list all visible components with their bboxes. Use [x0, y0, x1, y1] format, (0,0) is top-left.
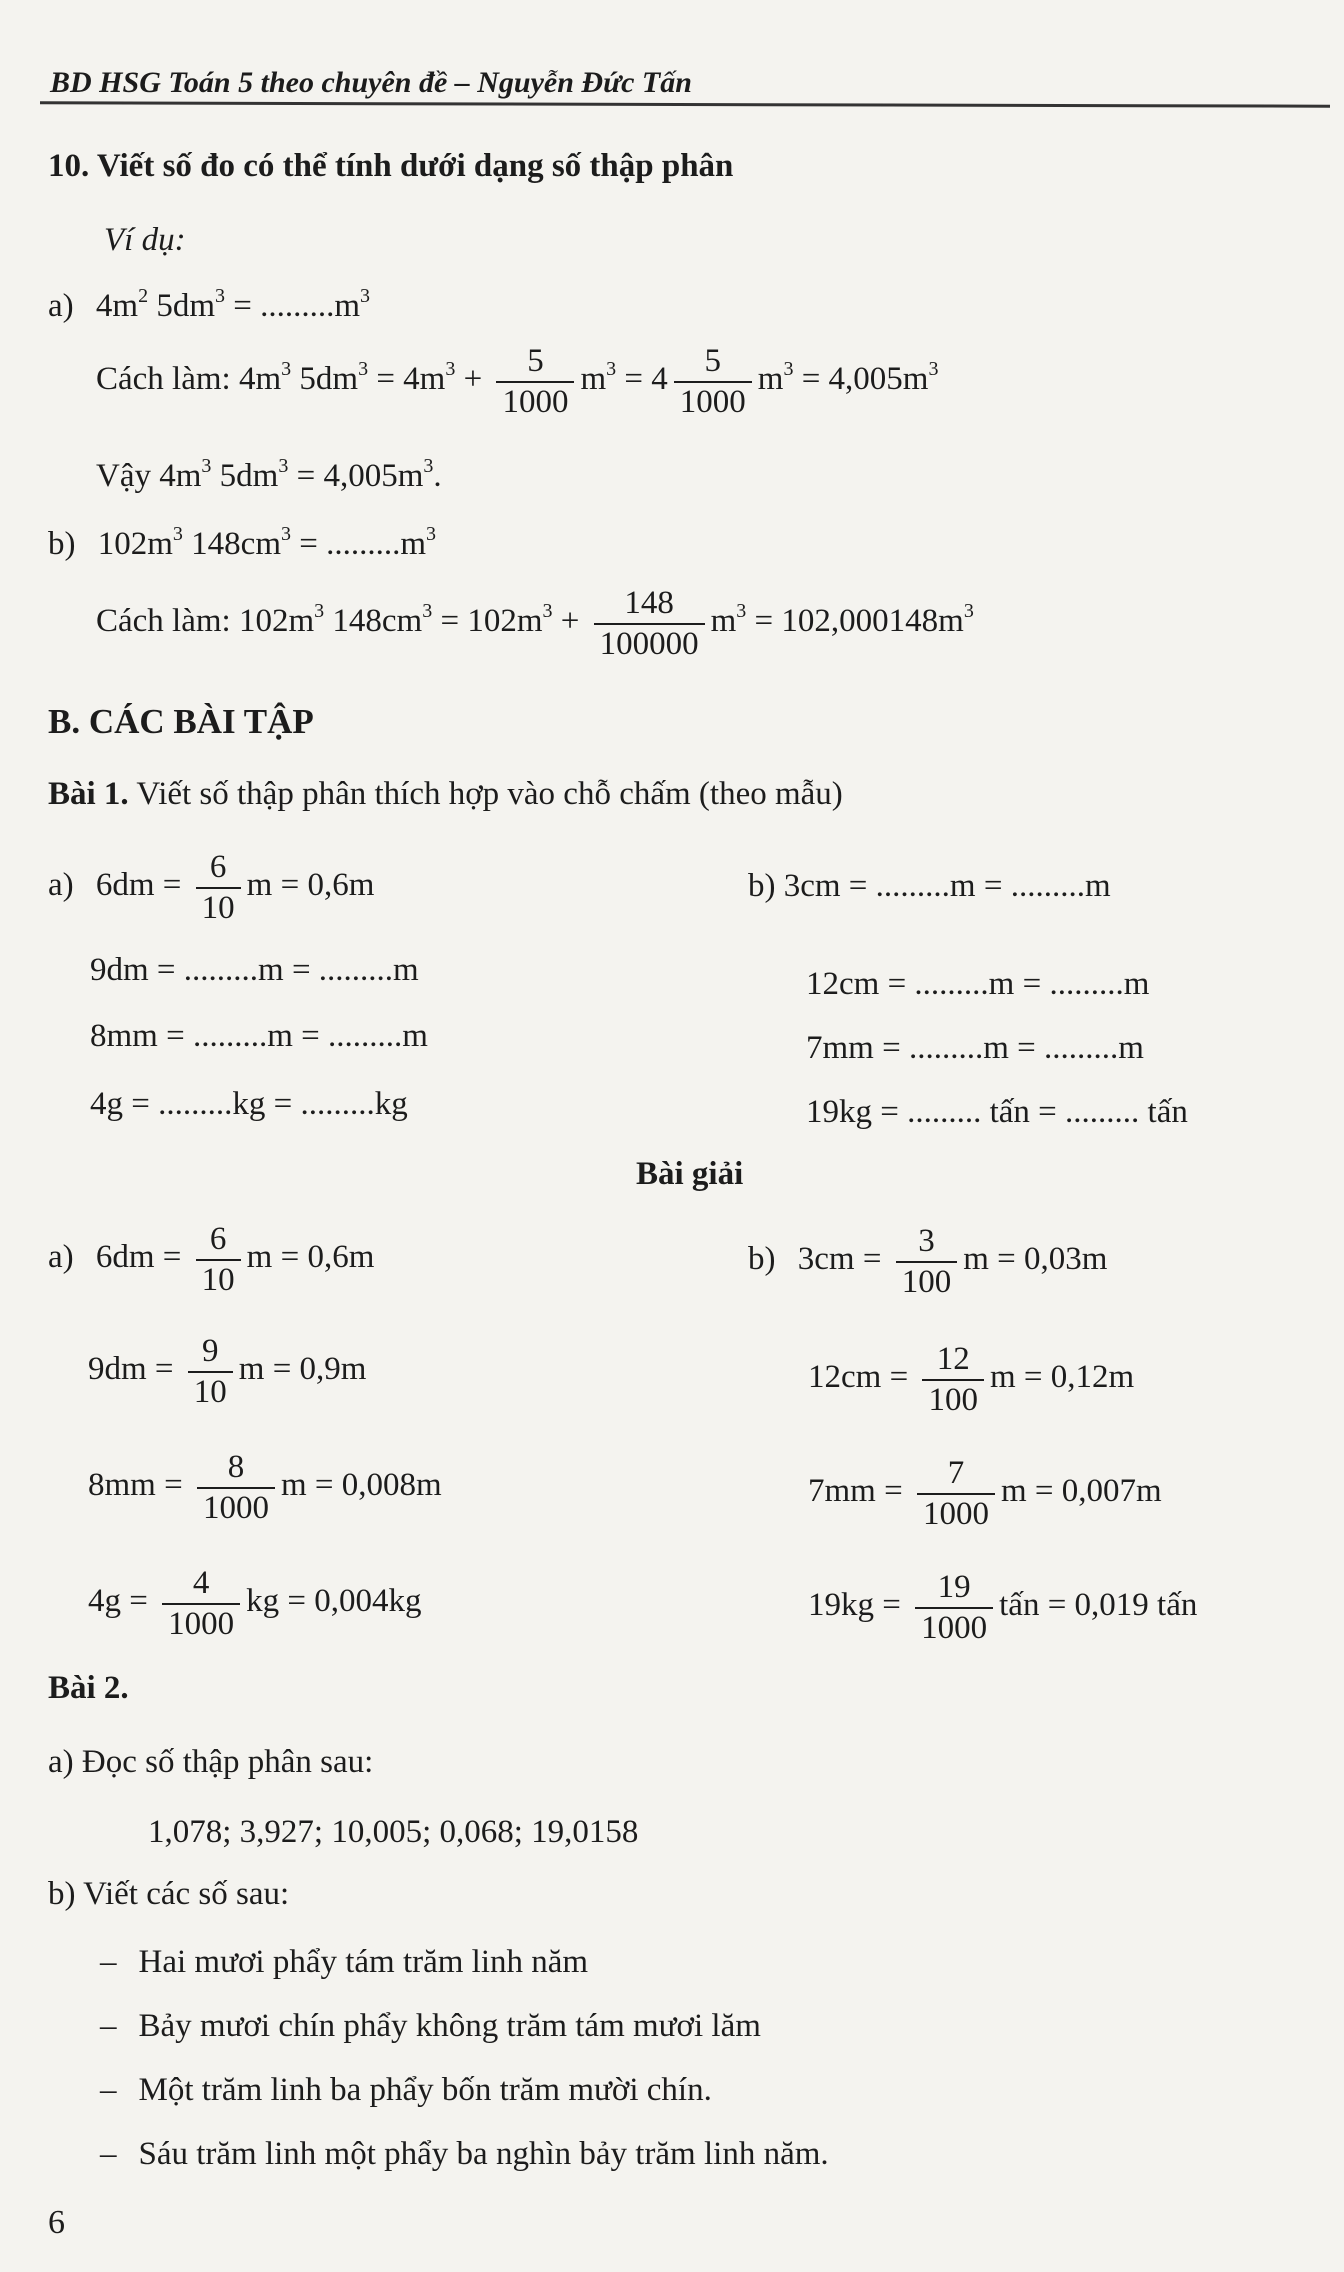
- example-b: b) $102m^3$ $148cm^3 = .........m^3$: [48, 523, 437, 562]
- fraction: $\frac{6}{10}$: [196, 850, 241, 925]
- solution-row: a) 6dm = $\frac{6}{10}$ m = 0,6m: [48, 1221, 375, 1298]
- fraction: $\frac{19}{1000}$: [915, 1570, 993, 1645]
- solution-row: 12cm = $\frac{12}{100}$ m = 0,12m: [808, 1341, 1135, 1418]
- fraction: $\frac{148}{100000}$: [594, 586, 705, 661]
- exercise-1-row: 19kg = ......... tấn = ......... tấn: [806, 1094, 1188, 1130]
- fraction: $\frac{5}{1000}$: [674, 344, 752, 419]
- solution-row: b) 3cm = $\frac{3}{100}$ m = 0,03m: [748, 1223, 1108, 1300]
- exercise-2-a: a) Đọc số thập phân sau:: [48, 1744, 374, 1780]
- example-a: a) $4m^2$ $5dm^3 = .........m^3$: [48, 285, 371, 324]
- solution-row: 4g = $\frac{4}{1000}$ kg = 0,004kg: [88, 1565, 422, 1642]
- solution-row: 8mm = $\frac{8}{1000}$ m = 0,008m: [88, 1449, 442, 1526]
- running-header: BD HSG Toán 5 theo chuyên đề – Nguyễn Đức Tấn: [50, 66, 692, 99]
- solution-row: 7mm = $\frac{7}{1000}$ m = 0,007m: [808, 1455, 1162, 1532]
- exercise-2-numbers: 1,078; 3,927; 10,005; 0,068; 19,0158: [148, 1814, 639, 1850]
- exercise-1-row: 12cm = .........m = .........m: [806, 966, 1150, 1002]
- page-number: 6: [48, 2204, 65, 2241]
- fraction: $\frac{4}{1000}$: [162, 1566, 240, 1641]
- fraction: $\frac{9}{10}$: [188, 1334, 233, 1409]
- list-item: – Bảy mươi chín phẩy không trăm tám mươi lăm: [100, 2008, 761, 2044]
- header-rule: [40, 101, 1330, 107]
- list-item: – Sáu trăm linh một phẩy ba nghìn bảy trăm linh năm.: [100, 2136, 829, 2172]
- fraction: $\frac{8}{1000}$: [197, 1450, 275, 1525]
- solution-title: Bài giải: [636, 1156, 744, 1192]
- exercise-1-row: 9dm = .........m = .........m: [90, 952, 419, 988]
- exercise-1-row: 4g = .........kg = .........kg: [90, 1086, 408, 1122]
- exercise-1-row: 7mm = .........m = .........m: [806, 1030, 1144, 1066]
- fraction: $\frac{5}{1000}$: [496, 344, 574, 419]
- fraction: $\frac{12}{100}$: [922, 1342, 984, 1417]
- fraction: $\frac{3}{100}$: [896, 1224, 958, 1299]
- section-b-title: B. CÁC BÀI TẬP: [48, 702, 314, 741]
- solution-row: 19kg = $\frac{19}{1000}$ tấn = 0,019 tấn: [808, 1569, 1198, 1646]
- list-item: – Hai mươi phẩy tám trăm linh năm: [100, 1944, 589, 1980]
- fraction: $\frac{6}{10}$: [196, 1222, 241, 1297]
- exercise-1-title: Bài 1. Viết số thập phân thích hợp vào chỗ chấm (theo mẫu): [48, 776, 843, 812]
- exercise-2-title: Bài 2.: [48, 1670, 129, 1706]
- example-a-conclusion: Vậy $4m^3$ $5dm^3 = 4,005m^3$.: [96, 455, 442, 494]
- exercise-1-row: b) 3cm = .........m = .........m: [748, 868, 1111, 904]
- section-10-title: 10. Viết số đo có thể tính dưới dạng số thập phân: [48, 148, 734, 184]
- example-a-method: Cách làm: $4m^3$ $5dm^3 = 4m^3$ + $\frac{5}{1000}$ $m^3 = 4$ $\frac{5}{1000}$ $m^3 = 4,005m^3$: [96, 343, 939, 420]
- fraction: $\frac{7}{1000}$: [917, 1456, 995, 1531]
- solution-row: 9dm = $\frac{9}{10}$ m = 0,9m: [88, 1333, 367, 1410]
- example-label: Ví dụ:: [104, 222, 186, 258]
- list-item: – Một trăm linh ba phẩy bốn trăm mười chín.: [100, 2072, 712, 2108]
- exercise-1-row: a) 6dm = $\frac{6}{10}$ m = 0,6m: [48, 849, 375, 926]
- exercise-1-row: 8mm = .........m = .........m: [90, 1018, 428, 1054]
- exercise-2-b: b) Viết các số sau:: [48, 1876, 290, 1912]
- example-b-method: Cách làm: $102m^3$ $148cm^3 = 102m^3$ + $\frac{148}{100000}$ $m^3 = 102,000148m^3$: [96, 585, 974, 662]
